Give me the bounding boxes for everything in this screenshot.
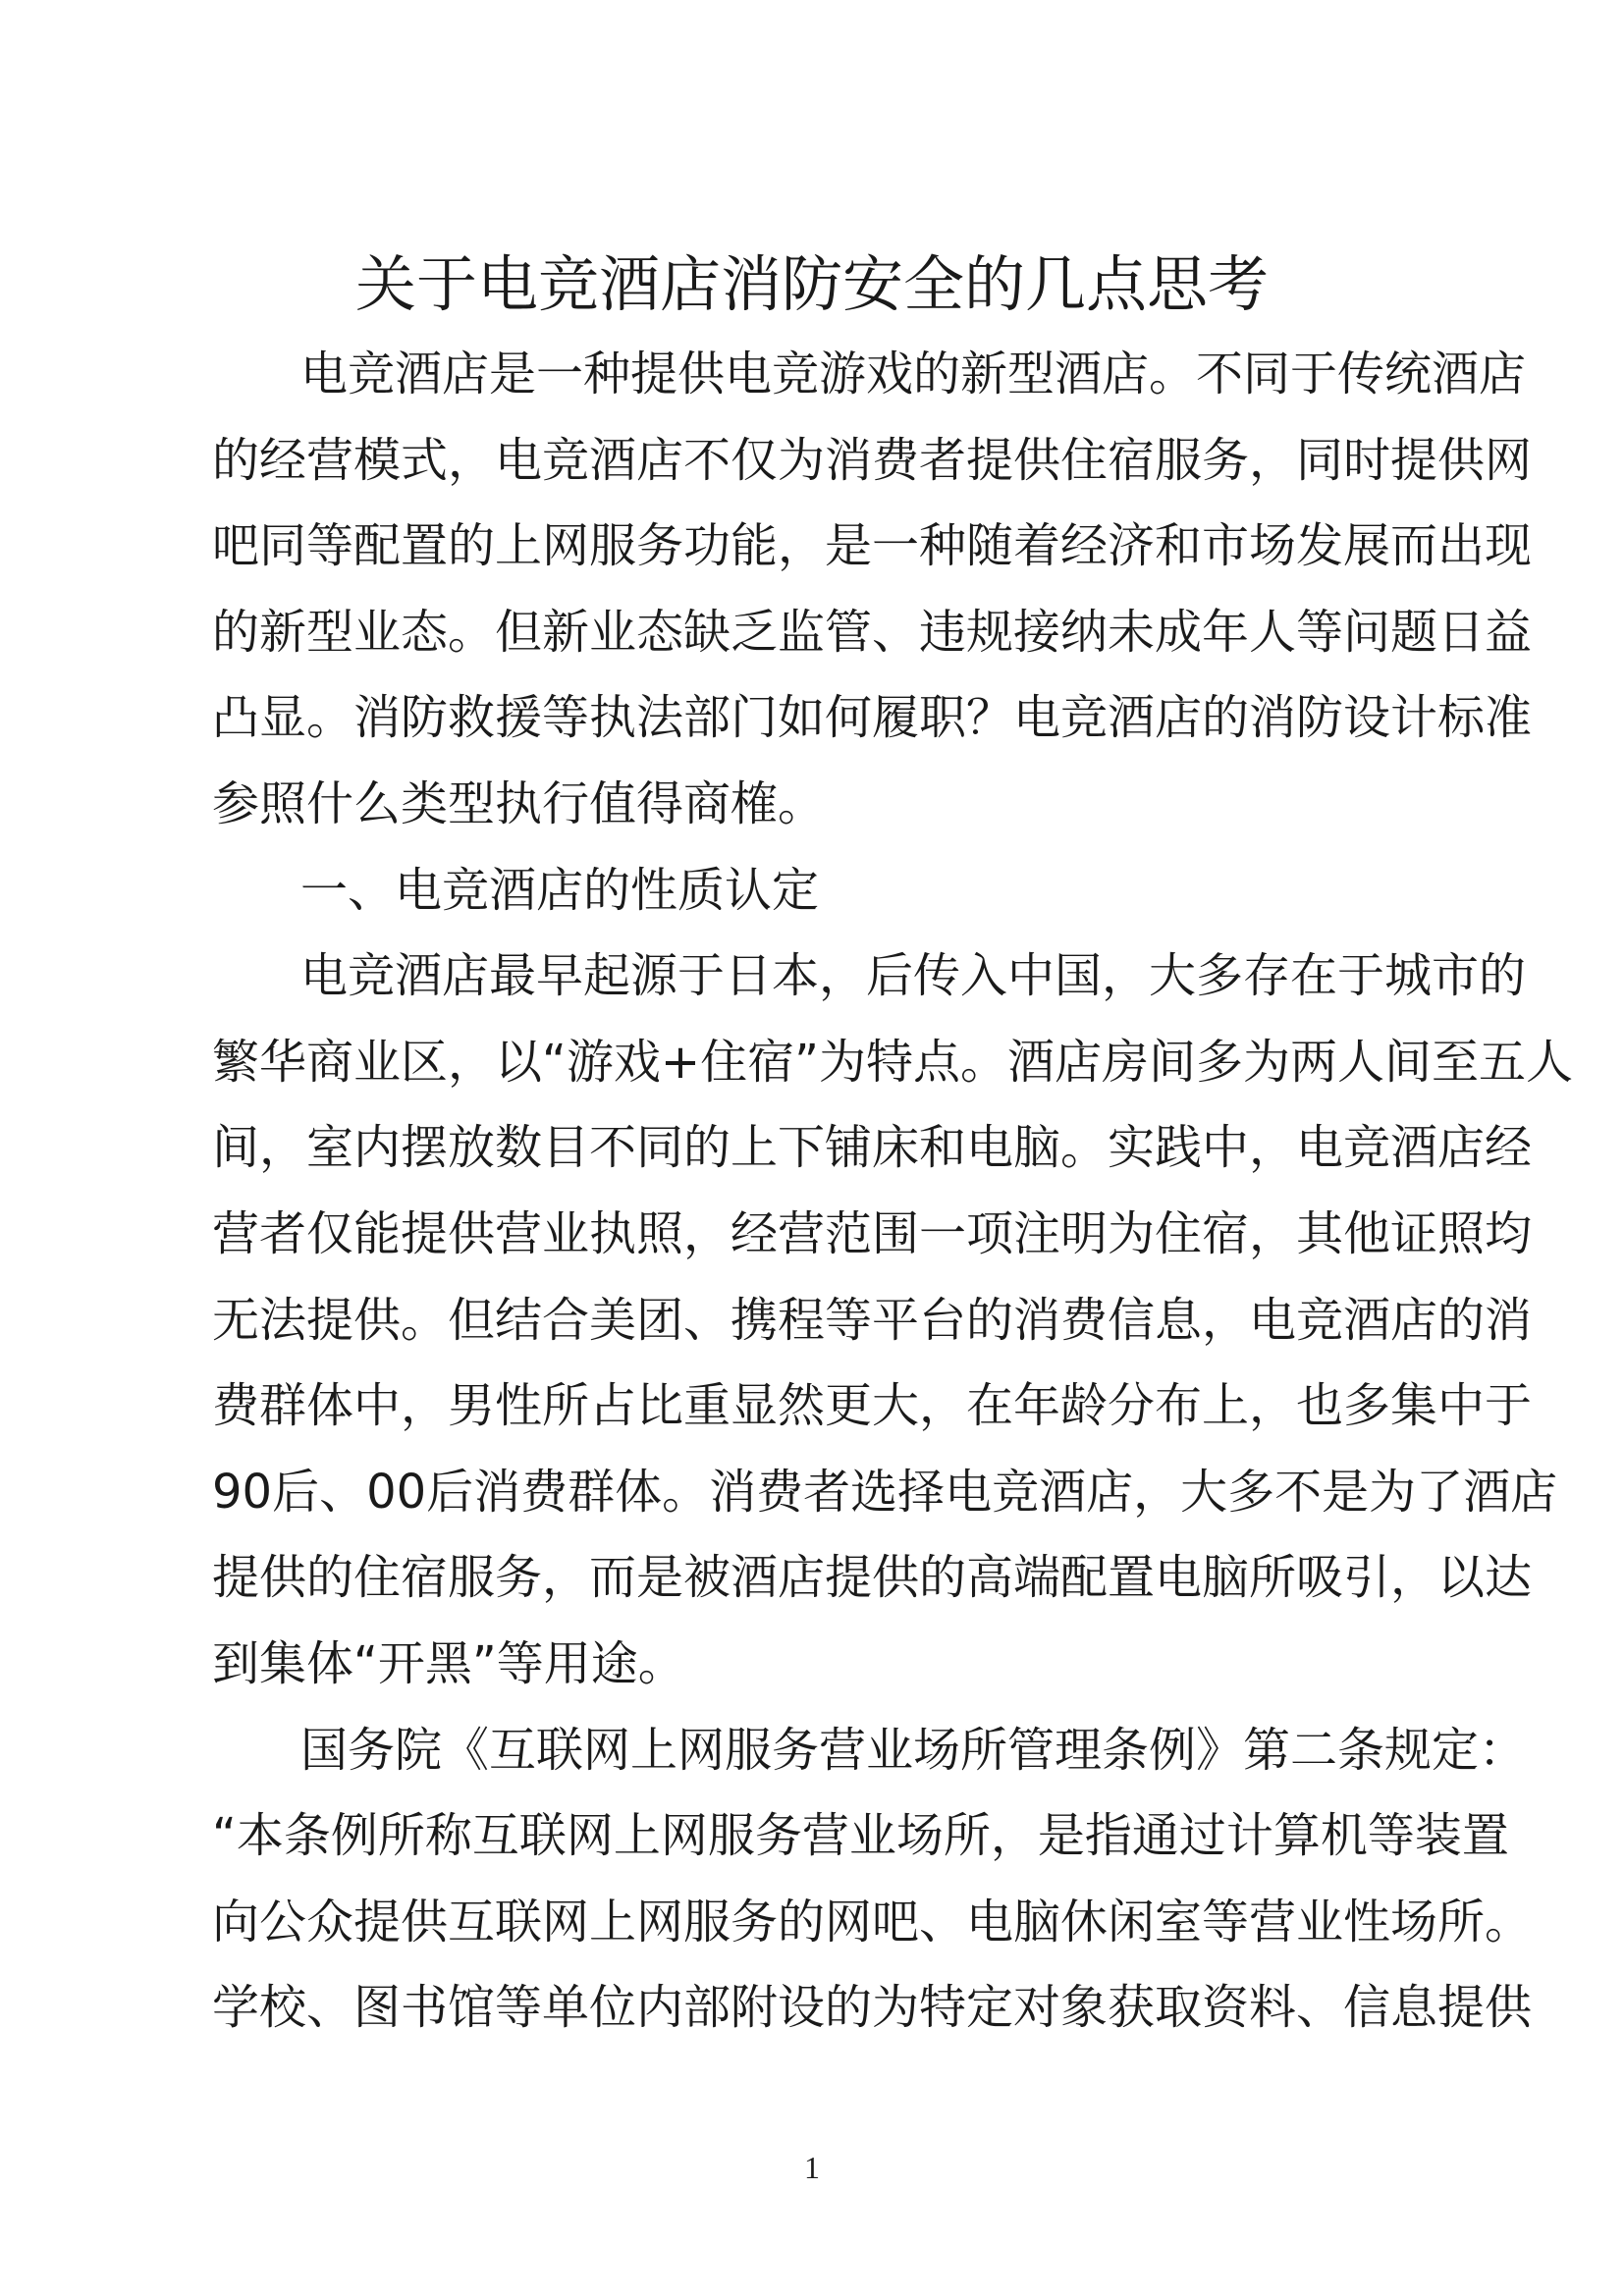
paragraph-line: 间，室内摆放数目不同的上下铺床和电脑。实践中，电竞酒店经 — [212, 1120, 1533, 1176]
paragraph-line: 提供的住宿服务，而是被酒店提供的高端配置电脑所吸引，以达 — [212, 1550, 1533, 1606]
page-number: 1 — [804, 2150, 820, 2185]
document-body — [212, 332, 1573, 2052]
paragraph-line: 的经营模式，电竞酒店不仅为消费者提供住宿服务，同时提供网 — [212, 432, 1533, 488]
paragraph-line: 繁华商业区，以“游戏+住宿”为特点。酒店房间多为两人间至五人 — [212, 1034, 1573, 1090]
paragraph-line: “本条例所称互联网上网服务营业场所，是指通过计算机等装置 — [212, 1808, 1509, 1864]
paragraph-line: 电竞酒店最早起源于日本，后传入中国，大多存在于城市的 — [300, 948, 1527, 1004]
section-heading: 一、电竞酒店的性质认定 — [300, 862, 820, 918]
document-title: 关于电竞酒店消防安全的几点思考 — [354, 248, 1269, 320]
paragraph-line: 无法提供。但结合美团、携程等平台的消费信息，电竞酒店的消 — [212, 1292, 1533, 1348]
paragraph-line: 凸显。消防救援等执法部门如何履职？电竞酒店的消防设计标准 — [212, 690, 1533, 746]
paragraph-line: 电竞酒店是一种提供电竞游戏的新型酒店。不同于传统酒店 — [300, 347, 1527, 401]
paragraph-line: 参照什么类型执行值得商榷。 — [212, 775, 826, 831]
paragraph-line: 90后、00后消费群体。消费者选择电竞酒店，大多不是为了酒店 — [212, 1464, 1558, 1520]
paragraph-line: 学校、图书馆等单位内部附设的为特定对象获取资料、信息提供 — [212, 1980, 1533, 2036]
paragraph-line: 的新型业态。但新业态缺乏监管、违规接纳未成年人等问题日益 — [212, 604, 1533, 660]
paragraph-line: 到集体“开黑”等用途。 — [212, 1635, 685, 1691]
paragraph-line: 吧同等配置的上网服务功能，是一种随着经济和市场发展而出现 — [212, 518, 1533, 574]
paragraph-line: 向公众提供互联网上网服务的网吧、电脑休闲室等营业性场所。 — [212, 1894, 1533, 1949]
paragraph-line: 费群体中，男性所占比重显然更大，在年龄分布上，也多集中于 — [212, 1378, 1533, 1434]
paragraph-line: 国务院《互联网上网服务营业场所管理条例》第二条规定： — [300, 1722, 1527, 1778]
paragraph-line: 营者仅能提供营业执照，经营范围一项注明为住宿，其他证照均 — [212, 1205, 1533, 1261]
